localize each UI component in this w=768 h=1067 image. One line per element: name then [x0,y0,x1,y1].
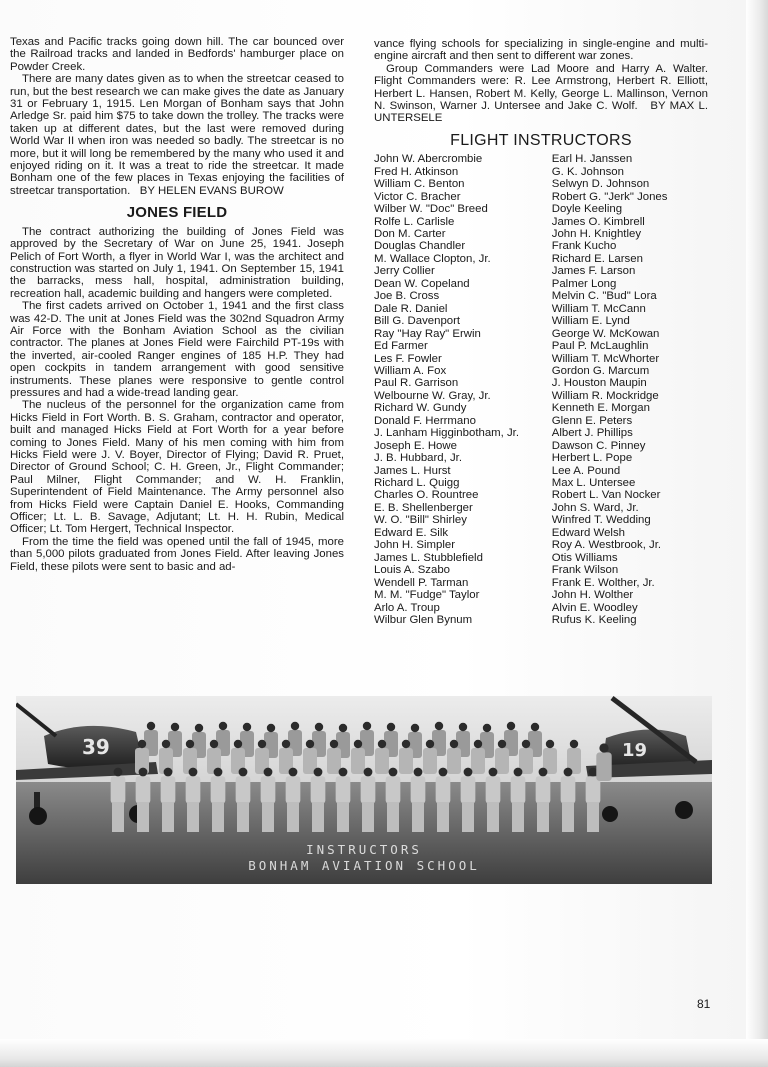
flight-instructors-heading: FLIGHT INSTRUCTORS [450,131,632,149]
person-legs [562,802,574,832]
instructor-name: J. B. Hubbard, Jr. [374,452,462,465]
instructor-name: Otis Williams [551,551,618,564]
instructor-name: E. B. Shellenberger [374,501,473,514]
person-legs [162,802,174,832]
instructor-name: Rolfe L. Carlisle [374,215,455,228]
instructor-name: John H. Knightley [551,227,642,240]
instructor-name: William T. McWhorter [551,352,660,365]
person-legs [112,802,124,832]
jones-paragraph-3: The nucleus of the personnel for the organization came from Hicks Field in Fort Worth. B. S. Graham, contractor and operator, built and managed Hicks Field at Fort Worth for a year before coming to Jones Field. Many of his men coming with him from Hicks Field were J. V. Boyer, Director of Flying; David R. Pruet, Director of Ground School; C. H. Green, Jr., Flight Commander; Paul Milner, Flight Commander; and W. H. Franklin, Superintendent of Field Maintenance. The Army personnel also from Hicks Field were Captain Daniel E. Hooks, Commanding Officer; Lt. L. B. Savage, Adjutant; Lt. H. H. Rubin, Medical Officer; Lt. Tom Hergert, Technical Inspector. [10,399,344,536]
photo-caption-line-1: INSTRUCTORS [306,842,422,857]
instructor-name: George W. McKowan [551,327,660,340]
page-number: 81 [697,997,711,1011]
instructor-name: Selwyn D. Johnson [551,178,650,191]
instructor-name: Glenn E. Peters [551,414,633,427]
person-legs [262,802,274,832]
instructor-name: Winfred T. Wedding [551,514,651,527]
person-legs [212,802,224,832]
instructor-name: Herbert L. Pope [551,452,633,465]
instructors-column-1 [374,153,552,626]
instructor-name: Paul P. McLaughlin [551,340,649,353]
instructor-name: Richard L. Quigg [374,477,460,490]
instructor-name: William T. McCann [551,302,646,315]
instructor-name: John H. Simpler [374,539,456,552]
instructor-name: Melvin C. "Bud" Lora [551,290,657,303]
jones-paragraph-4: From the time the field was opened until the fall of 1945, more than 5,000 pilots graduated from Jones Field. After leaving Jones Field, these pilots were sent to basic and ad- [10,535,344,573]
instructor-name: Dean W. Copeland [374,277,470,290]
instructor-name: M. M. "Fudge" Taylor [374,589,480,602]
instructor-name: Edward Welsh [551,526,625,539]
instructor-name: Albert J. Phillips [551,427,633,440]
instructor-name: Paul R. Garrison [374,377,459,390]
instructor-name: J. Houston Maupin [551,377,647,390]
instructor-name: Dawson C. Pinney [551,439,646,452]
streetcar-byline: BY HELEN EVANS BUROW [139,184,284,197]
person-legs [337,802,349,832]
left-plane-number: 39 [82,735,110,759]
instructor-name: Rufus K. Keeling [551,614,637,627]
instructor-name: Richard E. Larsen [551,252,643,265]
instructor-name: Palmer Long [551,277,617,290]
instructor-name: Wendell P. Tarman [374,576,469,589]
person-legs [437,802,449,832]
instructor-name: Donald F. Herrmano [374,414,476,427]
instructor-name: Fred H. Atkinson [374,165,459,178]
instructor-name: Kenneth E. Morgan [551,402,650,415]
instructors-column-2 [552,153,708,626]
person-legs [537,802,549,832]
right-plane-number: 19 [622,740,648,761]
instructor-name: G. K. Johnson [551,165,624,178]
streetcar-paragraph-2: There are many dates given as to when the streetcar ceased to run, but the best research we can make gives the date as January 31 or February 1, 1915. Len Morgan of Bonham says that John Arledge Sr. paid him $75 to take down the trolley. The tracks were taken up at different dates, but the last were removed during World War II when iron was needed so badly. The streetcar is no more, but it will long be remembered by the many who used it and enjoyed riding on it. It was a treat to ride the streetcar. It made Bonham one of the few places in Texas enjoying the facilities of streetcar transportation. BY HELEN EVANS BUROW [10,73,344,197]
instructor-name: Robert G. "Jerk" Jones [551,190,668,203]
instructor-name: Jerry Collier [374,265,435,278]
instructor-name: Lee A. Pound [551,464,621,477]
person-legs [287,802,299,832]
instructor-name: Wilber W. "Doc" Breed [374,203,488,216]
instructor-name: Joe B. Cross [374,290,440,303]
instructor-name: James F. Larson [551,265,636,278]
page-edge-shadow [746,0,768,1067]
person-legs [312,802,324,832]
instructor-name: Frank Wilson [551,564,619,577]
person-legs [487,802,499,832]
instructor-name: William C. Benton [374,178,465,191]
instructor-name: John S. Ward, Jr. [551,501,639,514]
instructor-name: Max L. Untersee [551,477,636,490]
instructor-name: William A. Fox [374,364,447,377]
page-bottom-shadow [0,1039,768,1067]
streetcar-paragraph-1: Texas and Pacific tracks going down hill. The car bounced over the Railroad tracks and landed in Bedfords' hamburger place on Powder Creek. [10,36,344,73]
instructors-list [374,153,708,626]
instructor-name: Gordon G. Marcum [551,364,650,377]
person-legs [362,802,374,832]
person-legs [462,802,474,832]
jones-paragraph-1: The contract authorizing the building of Jones Field was approved by the Secretary of War on June 25, 1941. Joseph Pelich of Fort Worth, a flyer in World War I, was the architect and construction was started on July 1, 1941. On September 15, 1941 the barracks, mess hall, hospital, administration building, recreation hall, academic building and hangers were completed. [10,225,344,300]
instructor-name: James L. Hurst [374,464,451,477]
instructor-name: Dale R. Daniel [374,302,448,315]
instructor-name: Earl H. Janssen [551,153,633,166]
person-legs [137,802,149,832]
instructor-name: James O. Kimbrell [551,215,645,228]
instructor-name: William E. Lynd [551,315,630,328]
person-legs [237,802,249,832]
instructor-name: Don M. Carter [374,227,446,240]
instructor-name: Louis A. Szabo [374,564,450,577]
instructor-name: Richard W. Gundy [374,402,467,415]
instructor-name: Victor C. Bracher [374,190,461,203]
instructor-name: Frank E. Wolther, Jr. [551,576,655,589]
instructor-name: Robert L. Van Nocker [551,489,661,502]
person-legs [187,802,199,832]
instructor-name: John W. Abercrombie [374,153,483,166]
instructor-name: Charles O. Rountree [374,489,479,502]
instructor-name: M. Wallace Clopton, Jr. [374,252,491,265]
instructor-name: Les F. Fowler [374,352,442,365]
instructor-name: Bill G. Davenport [374,315,461,328]
instructor-name: Roy A. Westbrook, Jr. [551,539,662,552]
jones-paragraph-2: The first cadets arrived on October 1, 1941 and the first class was 42-D. The unit at Jones Field was the 302nd Squadron Army Air Force with the Bonham Aviation School as the civilian contractor. The planes at Jones Field were Fairchild PT-19s with the inverted, air-cooled Ranger engines of 185 H.P. They had open cockpits in tandem arrangement with good sensitive instruments. These planes were responsive to gentle control pressures and had a wide-tread landing gear. [10,300,344,399]
instructor-name: Wilbur Glen Bynum [374,614,473,627]
instructors-group-photo [16,696,712,884]
jones-field-heading: JONES FIELD [126,204,228,222]
commanders-paragraph: Group Commanders were Lad Moore and Harry A. Walter. Flight Commanders were: R. Lee Armstrong, Herbert R. Elliott, Herbert L. Hansen, Robert M. Kelly, George L. Mallinson, Vernon N. Swinson, Warner J. Untersee and Jake C. Wolf. BY MAX L. UNTERSELE [374,62,708,125]
instructor-name: Ray "Hay Ray" Erwin [374,327,481,340]
instructor-name: James L. Stubblefield [374,551,483,564]
instructor-name: Welbourne W. Gray, Jr. [374,389,491,402]
instructor-name: William R. Mockridge [551,389,659,402]
person-legs [587,802,599,832]
instructor-name: Frank Kucho [551,240,617,253]
instructor-name: John H. Wolther [551,589,634,602]
person-legs [412,802,424,832]
commanders-byline: BY MAX L. UNTERSELE [374,100,708,125]
instructor-name: Arlo A. Troup [374,601,440,614]
left-column [10,36,344,573]
right-column [374,38,708,626]
instructor-name: W. O. "Bill" Shirley [374,514,467,527]
photo-caption-line-2: BONHAM AVIATION SCHOOL [248,858,480,873]
instructor-name: Alvin E. Woodley [551,601,638,614]
instructor-name: Joseph E. Howe [374,439,457,452]
instructor-name: Douglas Chandler [374,240,466,253]
instructor-name: Doyle Keeling [551,203,623,216]
schools-paragraph: vance flying schools for specializing in single-engine and multi-engine aircraft and then sent to different war zones. [374,38,708,63]
instructor-name: Edward E. Silk [374,526,449,539]
person-legs [512,802,524,832]
instructor-name: Ed Farmer [374,340,428,353]
instructor-name: J. Lanham Higginbotham, Jr. [374,427,519,440]
person-legs [387,802,399,832]
